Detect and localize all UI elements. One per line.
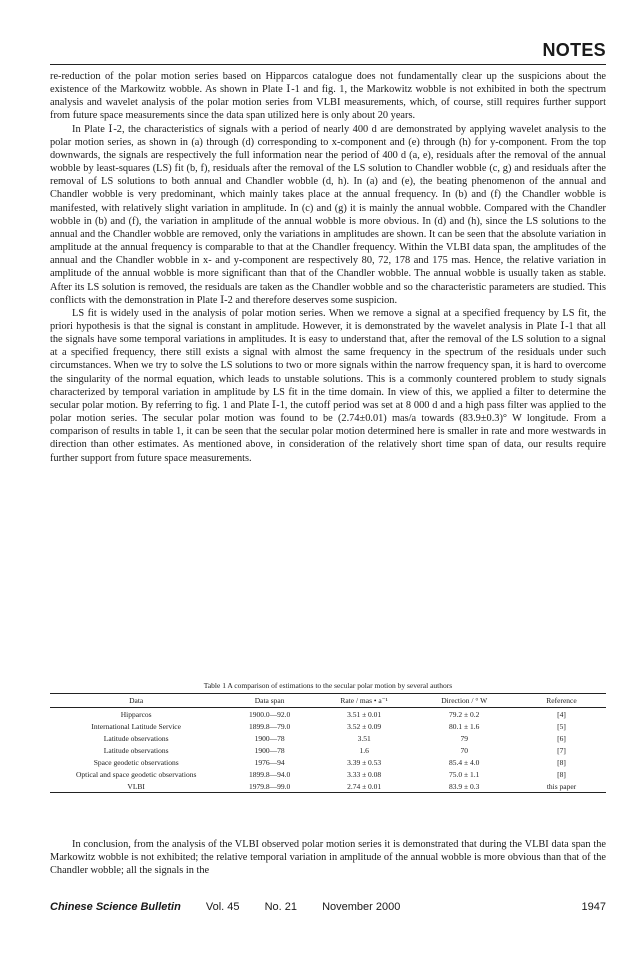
table-cell: [4]	[557, 709, 566, 719]
table-cell: 3.33 ± 0.08	[347, 769, 382, 779]
column-header: Rate / mas • a⁻¹	[317, 694, 412, 708]
table-cell: 3.51	[357, 733, 371, 743]
table-cell: VLBI	[50, 780, 222, 793]
issue: No. 21	[264, 901, 298, 913]
table-cell: 3.39 ± 0.53	[347, 757, 382, 767]
journal-name: Chinese Science Bulletin	[50, 901, 181, 913]
paragraph: LS fit is widely used in the analysis of polar motion series. When we remove a signal at a specified frequency by LS fit, the priori hypothesis is that the signal is constant in amplitude. However, it is demonstrated by the wavelet analysis in Plate Ⅰ-1 that all the signals have some temporal variations in amplitudes. It is easy to understand that, after the removal of the LS solution to a signal at a specified frequency, there still exists a signal with almost the same frequency in the spectrum of the residuals under such circumstances. When we try to solve the LS solutions to two or more signals within the narrow frequency span, it is hard to overcome the singularity of the normal equation, which leads to unstable solutions. This is a commonly countered problem to study signals characterized by temporal variation in amplitude by LS fit in the time domain. In view of this, we applied a filter to determine the secular polar motion. By referring to fig. 1 and Plate Ⅰ-1, the cutoff period was set at 8 000 d and a high pass filter was applied to the polar motion series. The secular polar motion was found to be (2.74±0.01) mas/a towards (83.9±0.3)° W longitude. From a comparison of results in table 1, it can be seen that the secular polar motion determined here is smaller in rate and more westwards in direction than other estimates. As mentioned above, in consideration of the relatively short time span of data, our results require further support from future space measurements.	[50, 307, 606, 464]
table-row	[50, 708, 606, 721]
column-header: Direction / ° W	[411, 694, 517, 708]
paragraph: In Plate Ⅰ-2, the characteristics of signals with a period of nearly 400 d are demonstrated by applying wavelet analysis to the polar motion series, as shown in (a) through (d) corresponding to x-component and (e) through (h) for y-component. From the top downwards, the signals are respectively the full information near the period of 400 d (a, e), residuals after the removal of the annual wobble by least-squares (LS) fit (b, f), residuals after the removal of the LS solution to Chandler wobble (c, g) and residuals after the removal of LS solutions to both annual and Chandler wobble (d, h). In (a) and (e), the beating phenomenon of the annual and Chandler wobble is very predominant, which mainly takes place at the annual frequency. In (b) and (f) the Chandler wobble is manifested, with relatively slight variation in amplitude. In (c) and (g) it is mainly the annual wobble. Compared with the Chandler wobble in (b) and (f), the variation in amplitude of the annual wobble is more obvious. In (d) and (h), since the LS solutions to the annual and the Chandler wobble are removed, only the variations in amplitudes are shown. It can be seen that the absolute variation in amplitude at the annual frequency is comparable to that at the Chandler frequency. Within the VLBI data span, the amplitudes of the annual and the Chandler wobble in x- and y-component are respectively 80, 72, 178 and 175 mas. Hence, the relative variation in amplitude of the annual wobble is more significant than that of the Chandler wobble. The annual wobble is usually taken as stable. After its LS solution is removed, the residuals are taken as the Chandler wobble and so the characteristic parameters are studied. This conflicts with the demonstration in Plate Ⅰ-2 and therefore deserves some suspicion.	[50, 123, 606, 306]
body-text	[50, 70, 606, 465]
column-header: Data span	[222, 694, 317, 708]
table-cell: 2.74 ± 0.01	[317, 780, 412, 793]
header-rule	[50, 64, 606, 65]
page-number: 1947	[581, 901, 606, 913]
column-header: Data	[50, 694, 222, 708]
table-cell: International Latitude Service	[91, 721, 181, 731]
table-cell: 79	[460, 733, 468, 743]
conclusion-text	[50, 838, 606, 877]
table-cell: 1900—78	[254, 745, 285, 755]
table-cell: 80.1 ± 1.6	[449, 721, 480, 731]
table-cell: this paper	[517, 780, 606, 793]
table-cell: Latitude observations	[103, 745, 169, 755]
table-cell: 75.0 ± 1.1	[449, 769, 480, 779]
table-row	[50, 768, 606, 780]
paragraph: re-reduction of the polar motion series based on Hipparcos catalogue does not fundamentally clear up the suspicions about the existence of the Markowitz wobble. As shown in Plate Ⅰ-1 and fig. 1, the Markowitz wobble is not exhibited in both the spectrum analysis and wavelet analysis of the polar motion series from VLBI measurements, which, of course, still requires further support from future space measurements since the data span utilized here is only about 20 years.	[50, 71, 606, 122]
table-header-row	[50, 694, 606, 708]
table-cell: 1900—78	[254, 733, 285, 743]
table-caption: Table 1 A comparison of estimations to the secular polar motion by several authors	[203, 681, 453, 690]
table-cell: [8]	[557, 757, 566, 767]
table-cell: Hipparcos	[120, 709, 152, 719]
table-row	[50, 780, 606, 793]
table-cell: 1900.0—92.0	[248, 709, 291, 719]
table-cell: 3.51 ± 0.01	[347, 709, 382, 719]
table-cell: 1899.8—79.0	[248, 721, 291, 731]
table-cell: [6]	[557, 733, 566, 743]
table-cell: 83.9 ± 0.3	[411, 780, 517, 793]
table-cell: Optical and space geodetic observations	[75, 769, 197, 779]
table-row	[50, 744, 606, 756]
issue-date: November 2000	[322, 901, 401, 913]
table-row	[50, 732, 606, 744]
table-cell: 1979.8—99.0	[222, 780, 317, 793]
paragraph: In conclusion, from the analysis of the VLBI observed polar motion series it is demonstrated that during the VLBI data span the Markowitz wobble is not exhibited; the relative temporal variation in amplitude of the annual wobble is more obvious than that of the Chandler wobble; all the signals in the	[50, 839, 606, 877]
table-cell: 79.2 ± 0.2	[449, 709, 480, 719]
column-header: Reference	[517, 694, 606, 708]
table	[50, 693, 606, 793]
table-cell: 1976—94	[254, 757, 285, 767]
table-cell: Space geodetic observations	[93, 757, 179, 767]
table-cell: [8]	[557, 769, 566, 779]
table-cell: [7]	[557, 745, 566, 755]
table-cell: [5]	[557, 721, 566, 731]
table-cell: Latitude observations	[103, 733, 169, 743]
table-cell: 1899.8—94.0	[248, 769, 291, 779]
table-row	[50, 756, 606, 768]
table-cell: 85.4 ± 4.0	[449, 757, 480, 767]
volume: Vol. 45	[205, 901, 240, 913]
table-row	[50, 720, 606, 732]
table-cell: 3.52 ± 0.09	[347, 721, 382, 731]
section-header: NOTES	[542, 40, 606, 60]
table-cell: 1.6	[359, 745, 369, 755]
page-footer	[50, 901, 606, 913]
comparison-table	[50, 681, 606, 793]
table-cell: 70	[460, 745, 468, 755]
